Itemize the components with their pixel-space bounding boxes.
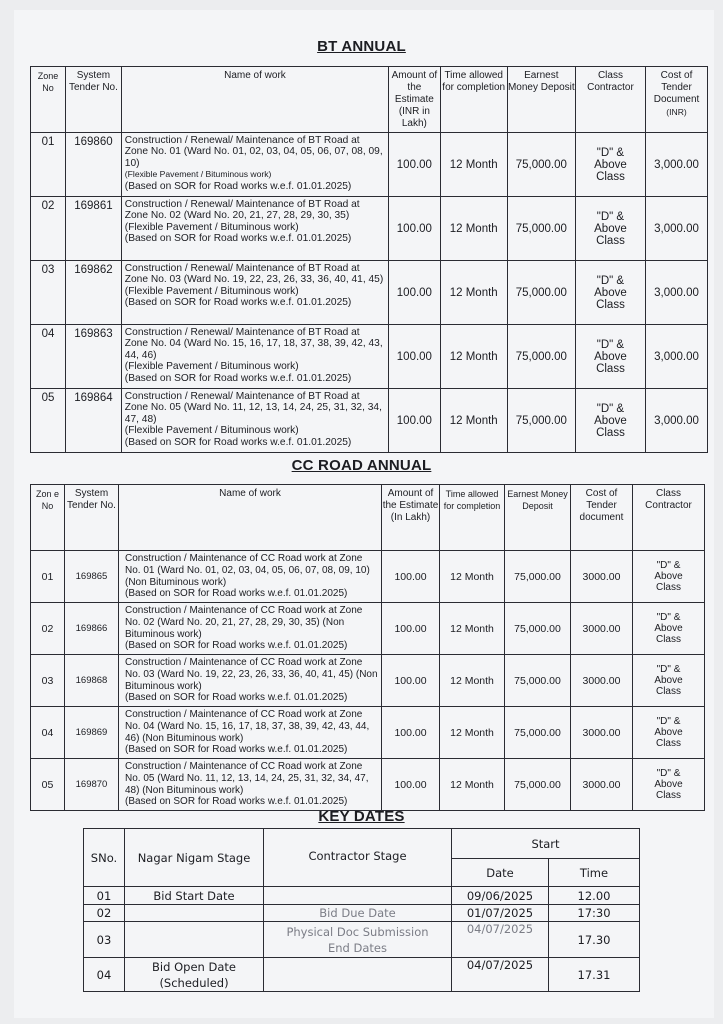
time-cell: 17.30 xyxy=(549,922,640,958)
col-header-cost xyxy=(646,67,708,133)
cost-cell: 3,000.00 xyxy=(646,325,708,389)
work-sor: (Based on SOR for Road works w.e.f. 01.01.2025) xyxy=(125,588,348,600)
time-cell: 12 Month xyxy=(440,261,507,325)
zone-cell: 05 xyxy=(31,389,66,453)
work-main: Construction / Maintenance of CC Road work at Zone No. 02 (Ward No. 20, 21, 27, 28, 29, 30, 35) (Non Bituminous work) xyxy=(125,605,363,640)
cost-cell: 3,000.00 xyxy=(646,389,708,453)
cc-rows xyxy=(31,551,705,811)
time-cell: 12 Month xyxy=(440,389,507,453)
cost-cell: 3000.00 xyxy=(571,603,633,655)
bt-rows xyxy=(31,133,708,453)
class-cell: "D" & Above Class xyxy=(575,261,645,325)
emd-cell: 75,000.00 xyxy=(505,603,571,655)
work-cell xyxy=(119,655,382,707)
contractor-stage-cell xyxy=(264,887,452,905)
zone-cell: 04 xyxy=(31,707,65,759)
table-row xyxy=(31,603,705,655)
bt-annual-table xyxy=(30,66,708,453)
work-cell xyxy=(119,551,382,603)
date-cell: 09/06/2025 xyxy=(452,887,549,905)
tender-cell: 169870 xyxy=(65,759,119,811)
nagar-stage-cell: Bid Start Date xyxy=(125,887,264,905)
nagar-stage-cell: Bid Open Date (Scheduled) xyxy=(125,958,264,992)
table-header-row xyxy=(84,829,640,859)
zone-cell: 05 xyxy=(31,759,65,811)
time-cell: 12.00 xyxy=(549,887,640,905)
work-cell xyxy=(121,389,388,453)
work-main: Construction / Renewal/ Maintenance of BT Road at Zone No. 02 (Ward No. 20, 21, 27, 28, 29, 30, 35) xyxy=(124,199,360,222)
col-header-amount: Amount of the Estimate (INR in Lakh) xyxy=(389,67,441,133)
table-row xyxy=(31,261,708,325)
tender-cell: 169866 xyxy=(65,603,119,655)
key-dates-table xyxy=(83,828,640,992)
col-header-emd: Earnest Money Deposit xyxy=(507,67,575,133)
amount-cell: 100.00 xyxy=(382,603,440,655)
time-cell: 12 Month xyxy=(440,325,507,389)
table-row xyxy=(31,389,708,453)
work-main: Construction / Renewal/ Maintenance of BT Road at Zone No. 05 (Ward No. 11, 12, 13, 14, 24, 25, 31, 32, 34, 47, 48) xyxy=(124,391,382,425)
key-dates-title: KEY DATES xyxy=(318,808,405,825)
work-cell xyxy=(119,603,382,655)
cost-cell: 3000.00 xyxy=(571,759,633,811)
zone-cell: 01 xyxy=(31,551,65,603)
tender-cell: 169863 xyxy=(66,325,122,389)
col-header-time: Time allowed for completion xyxy=(440,485,505,551)
sno-cell: 03 xyxy=(84,922,125,958)
zone-cell: 02 xyxy=(31,603,65,655)
col-header-amount: Amount of the Estimate (In Lakh) xyxy=(382,485,440,551)
work-main: Construction / Maintenance of CC Road work at Zone No. 03 (Ward No. 19, 22, 23, 26, 33, 36, 40, 41, 45) (Non Bituminous work) xyxy=(125,657,378,692)
table-row xyxy=(31,133,708,197)
time-cell: 12 Month xyxy=(440,551,505,603)
date-cell: 04/07/2025 xyxy=(452,958,549,992)
col-header-work: Name of work xyxy=(119,485,382,551)
cost-cell: 3000.00 xyxy=(571,707,633,759)
cc-road-annual-title: CC ROAD ANNUAL xyxy=(291,457,432,474)
work-sor: (Based on SOR for Road works w.e.f. 01.01.2025) xyxy=(124,180,352,192)
sno-cell: 01 xyxy=(84,887,125,905)
tender-cell: 169862 xyxy=(66,261,122,325)
table-row xyxy=(84,958,640,992)
work-main: Construction / Maintenance of CC Road work at Zone No. 01 (Ward No. 01, 02, 03, 04, 05, 06, 07, 08, 09, 10) (Non Bituminous work) xyxy=(125,553,370,588)
cc-road-annual-table xyxy=(30,484,705,811)
col-header-time: Time xyxy=(549,859,640,887)
work-main: Construction / Renewal/ Maintenance of BT Road at Zone No. 04 (Ward No. 15, 16, 17, 18, 37, 38, 39, 42, 43, 44, 46) xyxy=(124,327,383,361)
emd-cell: 75,000.00 xyxy=(507,133,575,197)
class-cell: "D" & Above Class xyxy=(575,389,645,453)
amount-cell: 100.00 xyxy=(389,133,441,197)
table-header-row xyxy=(31,67,708,133)
amount-cell: 100.00 xyxy=(382,551,440,603)
class-cell: "D" & Above Class xyxy=(575,133,645,197)
col-header-zone: Zon e No xyxy=(31,485,65,551)
work-sor: (Based on SOR for Road works w.e.f. 01.01.2025) xyxy=(124,233,352,245)
col-header-start: Start xyxy=(452,829,640,859)
col-header-time: Time allowed for completion xyxy=(440,67,507,133)
work-cell xyxy=(119,759,382,811)
cost-cell: 3000.00 xyxy=(571,655,633,707)
time-cell: 17:30 xyxy=(549,905,640,922)
tender-cell: 169865 xyxy=(65,551,119,603)
tender-cell: 169868 xyxy=(65,655,119,707)
amount-cell: 100.00 xyxy=(389,261,441,325)
work-type: (Flexible Pavement / Bituminous work) xyxy=(124,425,299,437)
zone-cell: 03 xyxy=(31,655,65,707)
table-row xyxy=(31,759,705,811)
time-cell: 12 Month xyxy=(440,603,505,655)
col-header-cost-unit: (INR) xyxy=(666,107,687,117)
zone-cell: 02 xyxy=(31,197,66,261)
work-sor: (Based on SOR for Road works w.e.f. 01.01.2025) xyxy=(125,692,348,704)
cost-cell: 3,000.00 xyxy=(646,133,708,197)
col-header-work: Name of work xyxy=(121,67,388,133)
emd-cell: 75,000.00 xyxy=(507,389,575,453)
emd-cell: 75,000.00 xyxy=(505,759,571,811)
time-cell: 17.31 xyxy=(549,958,640,992)
col-header-tender: System Tender No. xyxy=(66,67,122,133)
amount-cell: 100.00 xyxy=(382,655,440,707)
time-cell: 12 Month xyxy=(440,759,505,811)
emd-cell: 75,000.00 xyxy=(505,655,571,707)
work-main: Construction / Maintenance of CC Road work at Zone No. 05 (Ward No. 11, 12, 13, 14, 24, 25, 31, 32, 34, 47, 48) (Non Bituminous work) xyxy=(125,761,369,796)
work-sor: (Based on SOR for Road works w.e.f. 01.01.2025) xyxy=(125,796,348,808)
contractor-stage-cell: Bid Due Date xyxy=(264,905,452,922)
table-row xyxy=(31,325,708,389)
time-cell: 12 Month xyxy=(440,133,507,197)
col-header-tender: System Tender No. xyxy=(65,485,119,551)
time-cell: 12 Month xyxy=(440,707,505,759)
nagar-stage-cell xyxy=(125,905,264,922)
col-header-nagar-stage: Nagar Nigam Stage xyxy=(125,829,264,887)
date-cell: 01/07/2025 xyxy=(452,905,549,922)
work-sor: (Based on SOR for Road works w.e.f. 01.01.2025) xyxy=(125,640,348,652)
table-row xyxy=(31,197,708,261)
work-sor: (Based on SOR for Road works w.e.f. 01.01.2025) xyxy=(124,372,352,384)
work-cell xyxy=(121,261,388,325)
table-row xyxy=(31,551,705,603)
work-sor: (Based on SOR for Road works w.e.f. 01.01.2025) xyxy=(124,436,352,448)
work-cell xyxy=(121,197,388,261)
tender-cell: 169869 xyxy=(65,707,119,759)
amount-cell: 100.00 xyxy=(382,759,440,811)
work-type: (Flexible Pavement / Bituminous work) xyxy=(124,169,272,180)
work-sor: (Based on SOR for Road works w.e.f. 01.01.2025) xyxy=(125,744,348,756)
table-row xyxy=(84,887,640,905)
work-type: (Flexible Pavement / Bituminous work) xyxy=(124,285,299,297)
table-row xyxy=(31,707,705,759)
class-cell: "D" & Above Class xyxy=(633,655,705,707)
amount-cell: 100.00 xyxy=(389,389,441,453)
contractor-stage-cell xyxy=(264,958,452,992)
col-header-sno: SNo. xyxy=(84,829,125,887)
col-header-class: Class Contractor xyxy=(575,67,645,133)
work-main: Construction / Maintenance of CC Road work at Zone No. 04 (Ward No. 15, 16, 17, 18, 37, 38, 39, 42, 43, 44, 46) (Non Bituminous work) xyxy=(125,709,370,744)
emd-cell: 75,000.00 xyxy=(505,707,571,759)
work-type: (Flexible Pavement / Bituminous work) xyxy=(124,221,299,233)
col-header-contractor-stage: Contractor Stage xyxy=(264,829,452,887)
tender-cell: 169860 xyxy=(66,133,122,197)
amount-cell: 100.00 xyxy=(389,197,441,261)
table-header-row xyxy=(31,485,705,551)
emd-cell: 75,000.00 xyxy=(505,551,571,603)
emd-cell: 75,000.00 xyxy=(507,261,575,325)
zone-cell: 01 xyxy=(31,133,66,197)
cost-cell: 3000.00 xyxy=(571,551,633,603)
work-cell xyxy=(121,133,388,197)
work-main: Construction / Renewal/ Maintenance of BT Road at Zone No. 03 (Ward No. 19, 22, 23, 26, 33, 36, 40, 41, 45) xyxy=(124,263,384,286)
col-header-emd: Earnest Money Deposit xyxy=(505,485,571,551)
col-header-cost: Cost of Tender document xyxy=(571,485,633,551)
date-cell: 04/07/2025 xyxy=(452,922,549,958)
nagar-stage-cell xyxy=(125,922,264,958)
work-sor: (Based on SOR for Road works w.e.f. 01.01.2025) xyxy=(124,297,352,309)
bt-annual-title: BT ANNUAL xyxy=(317,38,406,55)
work-type: (Flexible Pavement / Bituminous work) xyxy=(124,361,299,373)
class-cell: "D" & Above Class xyxy=(575,197,645,261)
sno-cell: 04 xyxy=(84,958,125,992)
col-header-class: Class Contractor xyxy=(633,485,705,551)
table-row xyxy=(84,905,640,922)
emd-cell: 75,000.00 xyxy=(507,325,575,389)
tender-cell: 169861 xyxy=(66,197,122,261)
contractor-stage-cell: Physical Doc Submission End Dates xyxy=(264,922,452,958)
col-header-cost-label: Cost of Tender Document xyxy=(653,70,700,105)
col-header-date: Date xyxy=(452,859,549,887)
class-cell: "D" & Above Class xyxy=(633,603,705,655)
table-row xyxy=(31,655,705,707)
class-cell: "D" & Above Class xyxy=(633,759,705,811)
class-cell: "D" & Above Class xyxy=(633,707,705,759)
sno-cell: 02 xyxy=(84,905,125,922)
emd-cell: 75,000.00 xyxy=(507,197,575,261)
time-cell: 12 Month xyxy=(440,197,507,261)
zone-cell: 04 xyxy=(31,325,66,389)
work-main: Construction / Renewal/ Maintenance of BT Road at Zone No. 01 (Ward No. 01, 02, 03, 04, 05, 06, 07, 08, 09, 10) xyxy=(124,135,383,169)
tender-cell: 169864 xyxy=(66,389,122,453)
table-row xyxy=(84,922,640,958)
work-cell xyxy=(121,325,388,389)
col-header-zone: Zone No xyxy=(31,67,66,133)
time-cell: 12 Month xyxy=(440,655,505,707)
work-cell xyxy=(119,707,382,759)
amount-cell: 100.00 xyxy=(382,707,440,759)
cost-cell: 3,000.00 xyxy=(646,197,708,261)
amount-cell: 100.00 xyxy=(389,325,441,389)
cost-cell: 3,000.00 xyxy=(646,261,708,325)
zone-cell: 03 xyxy=(31,261,66,325)
class-cell: "D" & Above Class xyxy=(575,325,645,389)
class-cell: "D" & Above Class xyxy=(633,551,705,603)
